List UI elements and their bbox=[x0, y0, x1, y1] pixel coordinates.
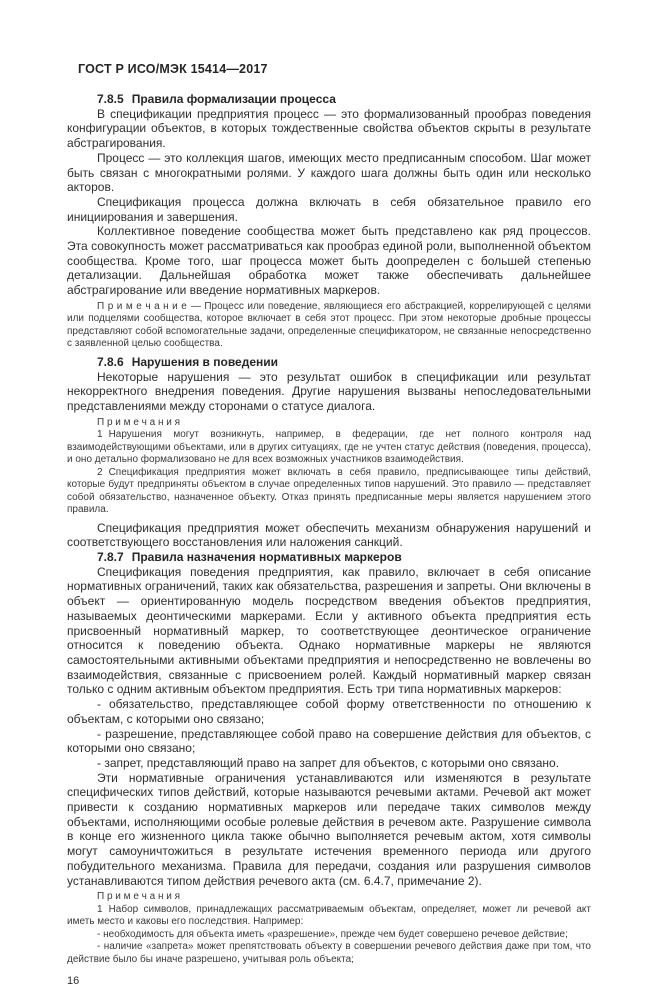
page-number: 16 bbox=[67, 975, 80, 988]
paragraph: Некоторые нарушения — это результат ошибок в спецификации или результат некорректного внедрения поведения. Другие нарушения вызваны непоследовательными представлениями между сторонами о статусе диалога. bbox=[67, 369, 591, 413]
doc-number-header: ГОСТ Р ИСО/МЭК 15414—2017 bbox=[78, 62, 268, 76]
notes-label: П р и м е ч а н и я bbox=[97, 416, 181, 428]
paragraph: Коллективное поведение сообщества может быть представлено как ряд процессов. Эта совокупность может рассматриваться как прообраз единой роли, выполненной объектом сообщества. Кроме того, шаг процесса может быть доопределен с большей степенью детализации. Дальнейшая обработка может также обеспечивать дальнейшее абстрагирование или введение нормативных маркеров. bbox=[67, 224, 591, 298]
section-heading-7-8-6 bbox=[67, 355, 591, 370]
notes-block bbox=[67, 417, 591, 517]
paragraph: Эти нормативные ограничения устанавливаются или изменяются в результате специфических типов действий, которые называются речевыми актами. Речевой акт может привести к созданию нормативных маркеров или передаче таких символов между объектами, исполняющими особые ролевые действия в речевом акте. Разрушение символа в конце его жизненного цикла также обычно выполняется речевым актом, хотя символы могут самоуничтожиться в результате истечения временного периода или другого побудительного механизма. Правила для передачи, создания или разрушения символов устанавливаются типом действия речевого акта (см. 6.4.7, примечание 2). bbox=[67, 770, 591, 888]
note-text: Набор символов, принадлежащих рассматриваемым объектам, определяет, может ли речевой акт иметь место и каковы его последствия. Например: bbox=[67, 903, 591, 928]
paragraph: Спецификация процесса должна включать в себя обязательное правило его инициирования и завершения. bbox=[67, 194, 591, 224]
note-number: 1 bbox=[97, 903, 103, 915]
paragraph: Процесс — это коллекция шагов, имеющих место предписанным способом. Шаг может быть связан с многократными ролями. У каждого шага должны быть один или несколько акторов. bbox=[67, 150, 591, 195]
list-item: - разрешение, представляющее собой право на совершение действия для объектов, с которыми оно связано; bbox=[67, 726, 591, 756]
note-block bbox=[67, 301, 591, 351]
section-heading-7-8-5 bbox=[67, 92, 591, 107]
section-number: 7.8.5 bbox=[97, 92, 124, 106]
paragraph: Спецификация предприятия может обеспечить механизм обнаружения нарушений и соответствующего восстановления или наложения санкций. bbox=[67, 520, 591, 550]
note-number: 1 bbox=[97, 429, 103, 441]
note-text: Спецификация предприятия может включать в себя правило, предписывающее типы действий, которые будут предприняты объектом в случае определенных типов нарушений. Это правило — представляет собой обязательство, назначенное объекту. Отказ принять предписанные меры является нарушением этого правила. bbox=[67, 466, 591, 516]
note-label: П р и м е ч а н и е bbox=[97, 300, 187, 312]
section-title: Нарушения в поведении bbox=[131, 354, 278, 369]
note bbox=[67, 301, 591, 351]
section-heading-7-8-7 bbox=[67, 550, 591, 565]
list-item: - запрет, представляющий право на запрет для объектов, с которыми оно связано. bbox=[97, 755, 560, 770]
section-title: Правила назначения нормативных маркеров bbox=[131, 550, 402, 565]
paragraph: Спецификация поведения предприятия, как правило, включает в себя описание нормативных ограничений, таких как обязательства, разрешения и запреты. Они включены в объект — ориентированную модель посредством введения объектов предприятия, называемых деонтическими маркерами. Если у активного объекта предприятия есть присвоенный нормативный маркер, то соответствующее деонтическое ограничение относится к поведению объекта. Однако нормативные маркеры не являются самостоятельными активными объектами предприятия и непосредственно не вовлечены во взаимодействия, связанные с присвоением ролей. Каждый нормативный маркер связан только с одним активным объектом предприятия. Есть три типа нормативных маркеров: bbox=[67, 564, 591, 697]
note-list-item: - наличие «запрета» может препятствовать объекту в совершении речевого действия даже при том, что действие было бы иначе разрешено, учитывая роль объекта; bbox=[67, 941, 591, 965]
notes-label: П р и м е ч а н и я bbox=[97, 891, 181, 903]
section-title: Правила формализации процесса bbox=[131, 92, 336, 106]
note-text: — Процесс или поведение, являющиеся его абстракцией, коррелирующей с целями или подцелями сообщества, которое включает в себя этот процесс. При этом некоторые дробные процессы представляют собой вспомогательные задачи, определенные спецификатором, не связанные непосредственно с заявленной целью сообщества. bbox=[67, 300, 591, 350]
note-item bbox=[67, 429, 591, 467]
section-number: 7.8.7 bbox=[97, 550, 124, 565]
note-item bbox=[67, 904, 591, 929]
list-item: - обязательство, представляющее собой форму ответственности по отношению к объектам, с которыми оно связано; bbox=[67, 697, 591, 726]
note-text: Нарушения могут возникнуть, например, в федерации, где нет полного контроля над взаимодействующими объектами, или в других ситуациях, где не учтен статус действия (поведения, процесса), и оно детально формализовано не для всех возможных участников взаимодействия. bbox=[67, 429, 591, 466]
note-number: 2 bbox=[97, 466, 103, 478]
doc-content bbox=[67, 92, 591, 988]
section-number: 7.8.6 bbox=[97, 354, 124, 369]
paragraph: В спецификации предприятия процесс — это формализованный прообраз поведения конфигурации объектов, в которых тождественные свойства объектов скрыты в результате абстрагирования. bbox=[67, 106, 591, 151]
note-item bbox=[67, 467, 591, 517]
note-list-item: - необходимость для объекта иметь «разрешение», прежде чем будет совершено речевое действие; bbox=[97, 928, 568, 940]
notes-block bbox=[67, 891, 591, 966]
